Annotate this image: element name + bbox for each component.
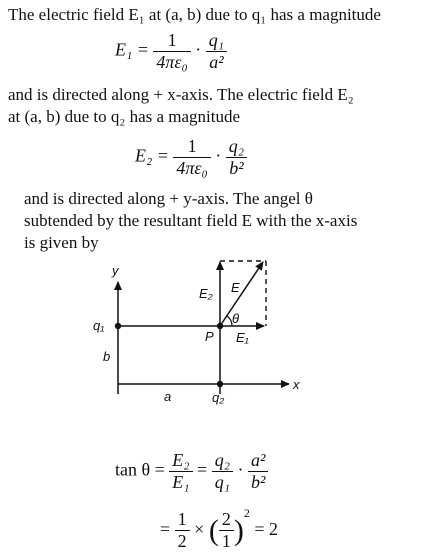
- eq3-d1: E₁: [169, 471, 192, 493]
- eq2-den1: 4πε₀: [173, 157, 210, 179]
- eq1-den2: a²: [206, 51, 227, 73]
- label-q2: q₂: [212, 390, 225, 405]
- eq3-dot: ·: [237, 459, 244, 480]
- eq2-den2: b²: [226, 157, 247, 179]
- eq3-n3: a²: [250, 450, 266, 470]
- label-y-axis: y: [112, 263, 119, 278]
- q2-dot: [217, 381, 223, 387]
- text-line-5: subtended by the resultant field E with the x-axis: [24, 211, 358, 230]
- eq3-d3: b²: [248, 471, 268, 493]
- eq3-frac-ab: [248, 450, 268, 493]
- label-e1: E₁: [236, 330, 249, 345]
- eq1-den1: 4πε₀: [153, 51, 190, 73]
- eq2-num2: q₂: [228, 136, 245, 156]
- q1-dot: [115, 323, 121, 329]
- label-q1: q₁: [93, 318, 105, 333]
- eq1-num1: 1: [167, 30, 177, 50]
- eq4-paren-close: ): [233, 513, 244, 547]
- text-line-4: and is directed along + y-axis. The angel θ: [24, 189, 313, 208]
- eq3-n1: E₂: [172, 450, 190, 470]
- eq2-dot: ·: [215, 145, 222, 166]
- label-x-axis: x: [293, 377, 300, 392]
- eq3-frac-e: [169, 450, 192, 493]
- eq1-dot: ·: [195, 39, 202, 60]
- text-line-1: The electric field E₁ at (a, b) due to q₁ has a magnitude: [8, 5, 381, 24]
- eq3-frac-q: [212, 450, 233, 493]
- eq4-frac-two: [219, 509, 234, 552]
- eq2-lhs: E₂ =: [135, 145, 169, 166]
- text-line-3: at (a, b) due to q₂ has a magnitude: [8, 107, 241, 126]
- eq3-equals: =: [197, 459, 208, 480]
- label-b: b: [103, 349, 111, 364]
- eq1-num2: q₁: [208, 30, 225, 50]
- eq4-equals: =: [160, 519, 171, 539]
- eq4-times: ×: [194, 519, 205, 539]
- label-a: a: [164, 389, 172, 404]
- eq4-exponent: 2: [243, 506, 250, 520]
- eq4-frac-half: [175, 509, 190, 552]
- eq4-d1: 2: [175, 530, 190, 552]
- label-e: E: [231, 280, 240, 295]
- eq4-paren-open: (: [208, 513, 219, 547]
- equation-tan-theta: [115, 450, 268, 493]
- eq4-d2: 1: [219, 530, 234, 552]
- equation-result: [160, 506, 278, 552]
- label-theta: θ: [232, 311, 240, 326]
- eq4-n2: 2: [221, 509, 231, 530]
- text-line-2: and is directed along + x-axis. The electric field E₂: [8, 85, 354, 104]
- eq2-num1: 1: [187, 136, 197, 156]
- eq4-n1: 1: [177, 509, 187, 530]
- eq3-d2: q₁: [212, 471, 233, 493]
- text-line-6: is given by: [24, 233, 99, 252]
- resultant-e-arrow: [220, 262, 263, 326]
- eq1-lhs: E₁ =: [115, 39, 149, 60]
- p-dot: [217, 323, 223, 329]
- eq3-n2: q₂: [214, 450, 230, 470]
- label-p: P: [205, 329, 214, 344]
- eq4-result: = 2: [254, 519, 278, 539]
- label-e2: E₂: [199, 286, 213, 301]
- eq3-lhs: tan θ =: [115, 459, 165, 480]
